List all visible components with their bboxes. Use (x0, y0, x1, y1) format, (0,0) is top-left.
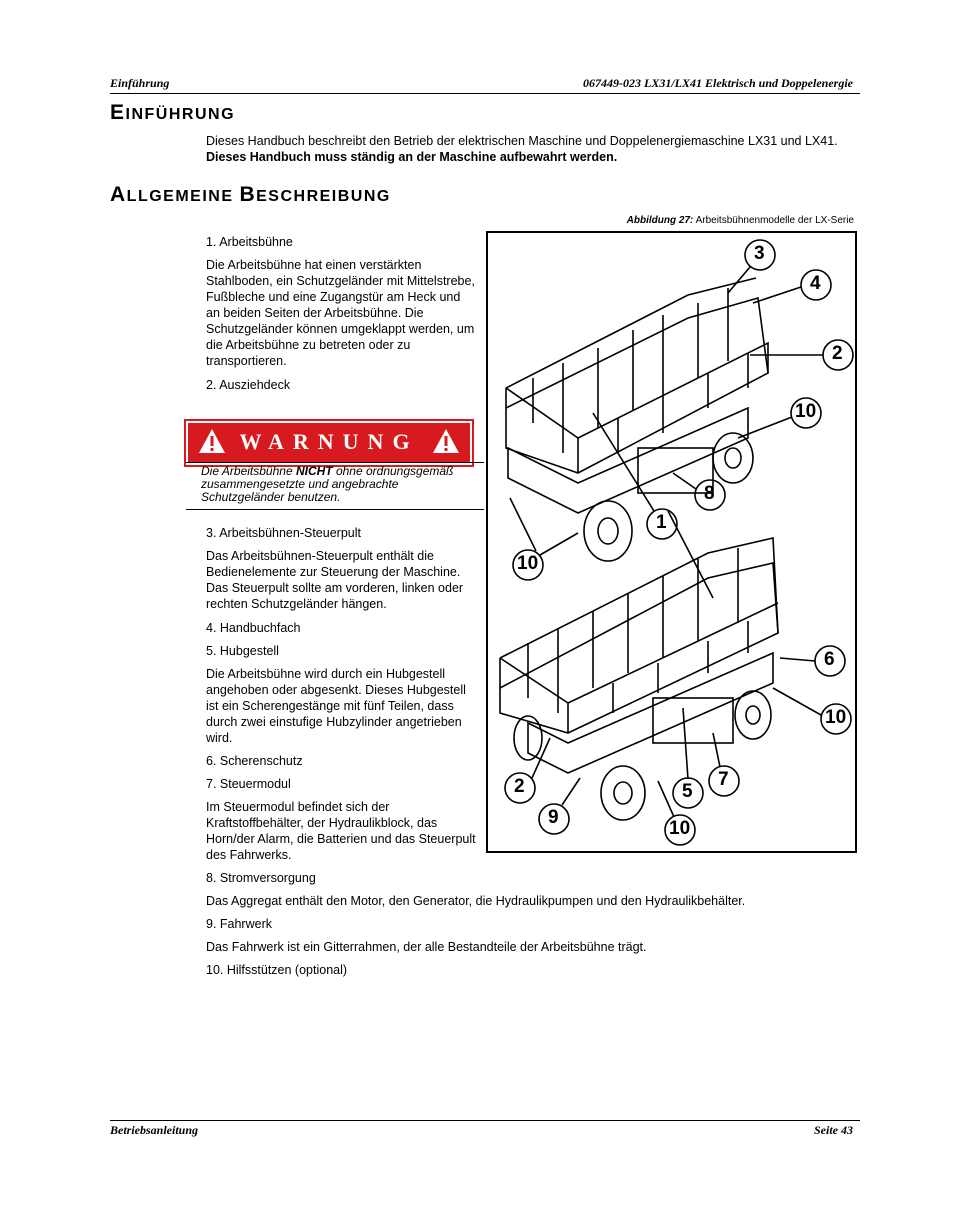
item-5-desc: Die Arbeitsbühne wird durch ein Hubgestell angehoben oder abgesenkt. Dieses Hubgestell ist ein Scherengestänge mit fünf Teilen, dass durch zwei einstufige Hubzylinder angetrieben wird. (206, 667, 466, 745)
callout-1: 1 (656, 512, 667, 533)
item-6-title: 6. Scherenschutz (206, 754, 303, 768)
warning-rule-bottom (186, 509, 484, 510)
warning-title: WARNUNG (239, 429, 419, 454)
bottom-wheel-front (601, 766, 645, 820)
callout-9: 9 (548, 807, 559, 828)
item-3-title: 3. Arbeitsbühnen-Steuerpult (206, 526, 361, 540)
item-4-title: 4. Handbuchfach (206, 621, 301, 635)
callout-3: 3 (754, 243, 765, 264)
figure-caption: Abbildung 27: Arbeitsbühnenmodelle der LX-Serie (626, 215, 854, 226)
warning-rule-top (186, 462, 484, 463)
warning-text: Die Arbeitsbühne NICHT ohne ordnungsgemäß zusammengesetzte und angebrachte Schutzgeländer benutzen. (201, 464, 454, 504)
item-7-desc: Im Steuermodul befindet sich der Kraftstoffbehälter, der Hydraulikblock, das Horn/der Alarm, die Batterien und das Steuerpult des Fahrwerks. (206, 800, 476, 862)
item-5-title: 5. Hubgestell (206, 644, 279, 658)
item-3-desc: Das Arbeitsbühnen-Steuerpult enthält die Bedienelemente zur Steuerung der Maschine. Das Steuerpult sollte am vorderen, linken oder rechten Schutzgeländer hängen. (206, 549, 464, 611)
bottom-chassis (528, 653, 773, 773)
callout-6: 6 (824, 649, 835, 670)
top-wheel-rear (713, 433, 753, 483)
intro-paragraph: Dieses Handbuch beschreibt den Betrieb der elektrischen Maschine und Doppelenergiemaschine LX31 und LX41. Dieses Handbuch muss ständig an der Maschine aufbewahrt werden. (206, 134, 838, 164)
callout-4: 4 (810, 273, 821, 294)
item-8-desc: Das Aggregat enthält den Motor, den Generator, die Hydraulikpumpen und den Hydraulikbehälter. (206, 894, 746, 908)
item-8-title: 8. Stromversorgung (206, 871, 316, 885)
callout-8: 8 (704, 483, 715, 504)
callout-2-bottom: 2 (514, 776, 525, 797)
warning-banner (186, 421, 472, 465)
callout-2-top: 2 (832, 343, 843, 364)
item-9-desc: Das Fahrwerk ist ein Gitterrahmen, der alle Bestandteile der Arbeitsbühne trägt. (206, 940, 647, 954)
header-rule (110, 93, 860, 94)
footer-rule (110, 1120, 860, 1121)
callout-10-bottom: 10 (669, 818, 691, 839)
section-title-beschreibung: ALLGEMEINE BESCHREIBUNG (110, 183, 391, 206)
item-7-title: 7. Steuermodul (206, 777, 291, 791)
item-10-title: 10. Hilfsstützen (optional) (206, 963, 348, 977)
item-9-title: 9. Fahrwerk (206, 917, 272, 931)
callout-5: 5 (682, 781, 693, 802)
scissor-lift-illustration (488, 233, 855, 851)
scissor-lift-figure (486, 231, 857, 853)
top-wheel-front (584, 501, 632, 561)
callout-7: 7 (718, 769, 729, 790)
callout-10-left: 10 (517, 553, 539, 574)
item-1-desc: Die Arbeitsbühne hat einen verstärkten Stahlboden, ein Schutzgeländer mit Mittelstrebe, Fußbleche und eine Zugangstür am Heck und an beiden Seiten der Arbeitsbühne. Die Schutzgeländer können umgeklappt werden, um die Arbeitsbühne zu betreten oder zu transportieren. (206, 258, 475, 368)
bottom-wheel-rear (735, 691, 771, 739)
bottom-control-module (653, 698, 733, 743)
footer-left: Betriebsanleitung (110, 1123, 199, 1137)
footer-right: Seite 43 (814, 1123, 853, 1137)
section-title-einfuehrung: EINFÜHRUNG (110, 101, 236, 124)
item-1-title: 1. Arbeitsbühne (206, 235, 293, 249)
callout-10-right: 10 (825, 707, 847, 728)
header-left: Einführung (110, 76, 170, 90)
header-right: 067449-023 LX31/LX41 Elektrisch und Doppelenergie (583, 76, 853, 90)
item-2-title: 2. Ausziehdeck (206, 378, 291, 392)
callout-10-top: 10 (795, 401, 817, 422)
warning-triangle-icon (432, 428, 460, 454)
